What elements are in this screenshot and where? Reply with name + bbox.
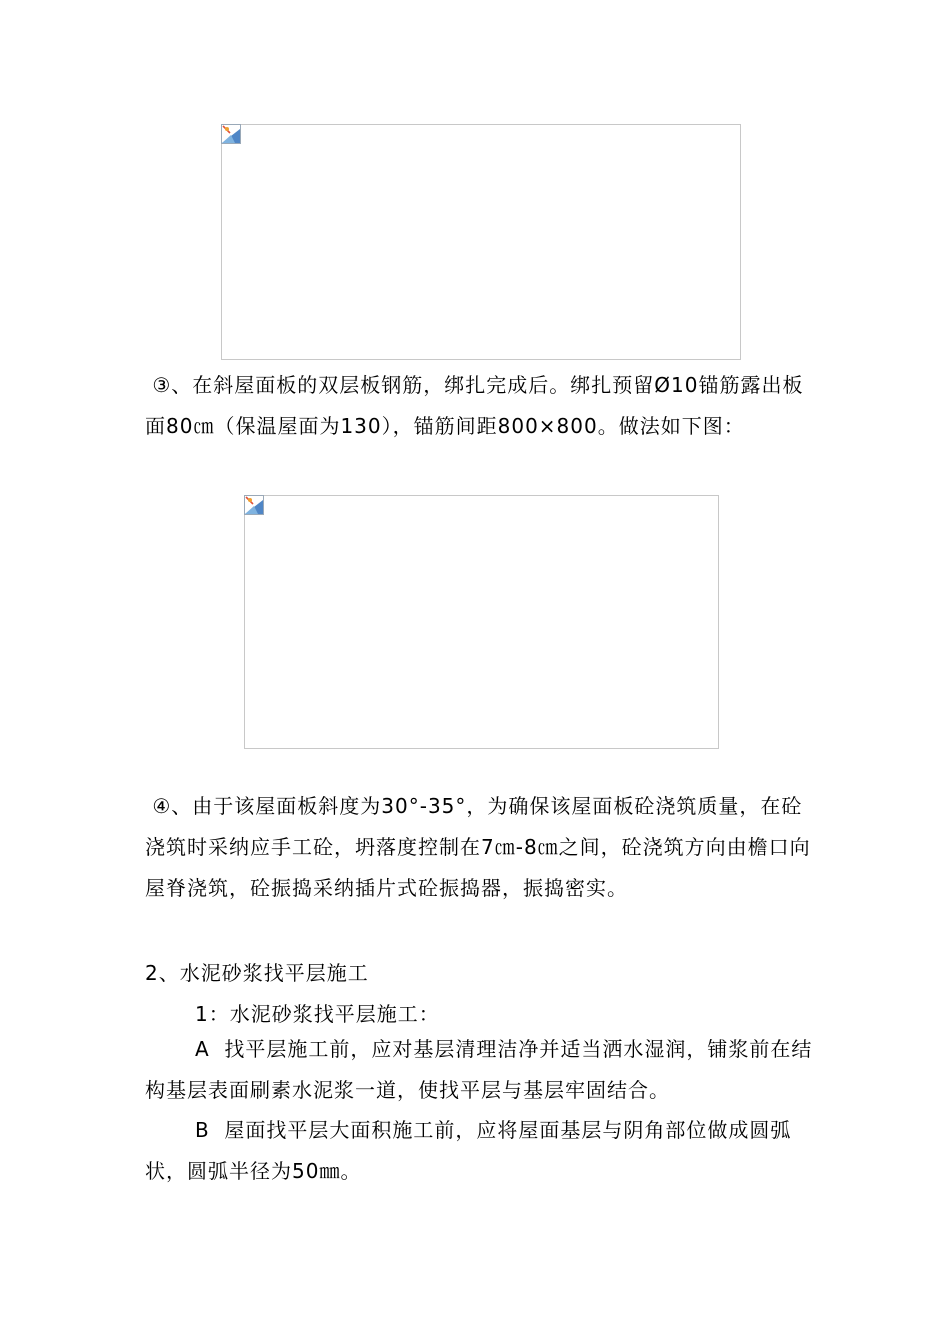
item-b: B 屋面找平层大面积施工前，应将屋面基层与阴角部位做成圆弧状，圆弧半径为50㎜。: [145, 1118, 792, 1183]
paragraph-step-3: ③、在斜屋面板的双层板钢筋，绑扎完成后。绑扎预留Ø10锚筋露出板面80㎝（保温屋面为130），锚筋间距800×800。做法如下图：: [145, 373, 804, 438]
figure-placeholder-2: [244, 495, 719, 749]
item-a: A 找平层施工前，应对基层清理洁净并适当洒水湿润，铺浆前在结构基层表面刷素水泥浆一道，使找平层与基层牢固结合。: [145, 1037, 813, 1102]
paragraph-step-4: ④、由于该屋面板斜度为30°-35°，为确保该屋面板砼浇筑质量，在砼浇筑时采纳应手工砼，坍落度控制在7㎝-8㎝之间，砼浇筑方向由檐口向屋脊浇筑，砼振捣采纳插片式砼振捣器，振捣密实。: [145, 794, 811, 900]
subsection-1-heading: 1：水泥砂浆找平层施工：: [195, 1002, 440, 1026]
section-2-heading: 2、水泥砂浆找平层施工: [145, 961, 369, 985]
broken-image-icon: [244, 495, 264, 515]
broken-image-icon: [221, 124, 241, 144]
figure-placeholder-1: [221, 124, 741, 360]
